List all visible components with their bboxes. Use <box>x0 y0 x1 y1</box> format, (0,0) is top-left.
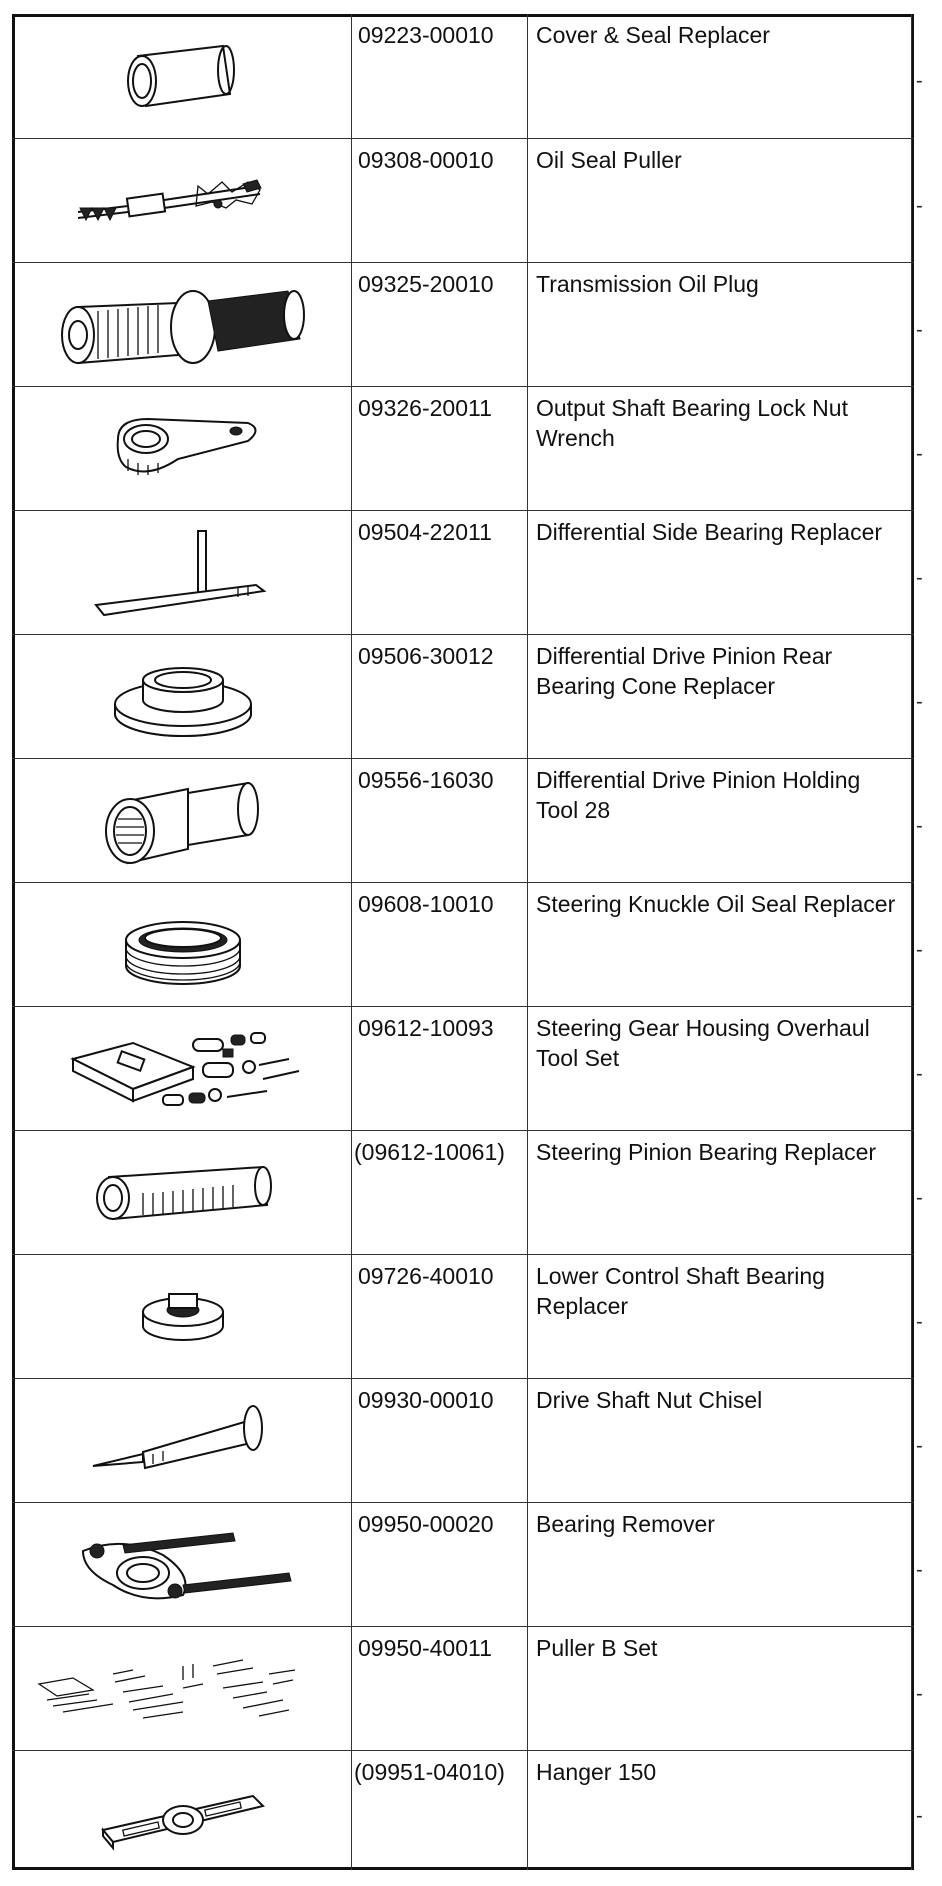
table-row <box>12 1626 923 1750</box>
sleeve-replacer-icon <box>15 14 352 138</box>
seal-replacer-ring-icon <box>15 883 352 1006</box>
part-number: (09951-04010) <box>352 1751 528 1870</box>
margin-mark: - <box>916 319 923 341</box>
part-number: 09308-00010 <box>352 139 528 262</box>
tool-name: Puller B Set <box>528 1627 912 1750</box>
margin-mark: - <box>916 567 923 589</box>
table-row <box>12 758 923 882</box>
tool-name: Steering Knuckle Oil Seal Replacer <box>528 883 912 1006</box>
puller-set-icon <box>15 1627 352 1750</box>
table-row <box>12 634 923 758</box>
part-number: 09950-00020 <box>352 1503 528 1626</box>
part-number: (09612-10061) <box>352 1131 528 1254</box>
margin-mark: - <box>916 70 923 92</box>
tool-name: Hanger 150 <box>528 1751 912 1870</box>
margin-mark: - <box>916 1559 923 1581</box>
slide-puller-icon <box>15 139 352 262</box>
table-row <box>12 1130 923 1254</box>
part-number: 09326-20011 <box>352 387 528 510</box>
margin-mark: - <box>916 1435 923 1457</box>
margin-mark: - <box>916 1683 923 1705</box>
part-number: 09608-10010 <box>352 883 528 1006</box>
table-row <box>12 1750 923 1870</box>
lock-nut-wrench-icon <box>15 387 352 510</box>
margin-mark: - <box>916 939 923 961</box>
tool-name: Differential Drive Pinion Rear Bearing Cone Replacer <box>528 635 912 758</box>
table-row <box>12 510 923 634</box>
oil-plug-icon <box>15 263 352 386</box>
tool-name: Transmission Oil Plug <box>528 263 912 386</box>
margin-mark: - <box>916 443 923 465</box>
bearing-remover-icon <box>15 1503 352 1626</box>
holding-tool-icon <box>15 759 352 882</box>
part-number: 09726-40010 <box>352 1255 528 1378</box>
tool-name: Steering Pinion Bearing Replacer <box>528 1131 912 1254</box>
table-row <box>12 1006 923 1130</box>
chisel-icon <box>15 1379 352 1502</box>
tool-name: Output Shaft Bearing Lock Nut Wrench <box>528 387 912 510</box>
margin-mark: - <box>916 195 923 217</box>
table-row <box>12 1378 923 1502</box>
tool-name: Steering Gear Housing Overhaul Tool Set <box>528 1007 912 1130</box>
tool-name: Oil Seal Puller <box>528 139 912 262</box>
table-row <box>12 1502 923 1626</box>
tool-name: Bearing Remover <box>528 1503 912 1626</box>
tool-name: Differential Side Bearing Replacer <box>528 511 912 634</box>
margin-mark: - <box>916 1187 923 1209</box>
special-tools-table <box>12 14 936 1874</box>
part-number: 09506-30012 <box>352 635 528 758</box>
hanger-icon <box>15 1751 352 1870</box>
tool-name: Drive Shaft Nut Chisel <box>528 1379 912 1502</box>
part-number: 09504-22011 <box>352 511 528 634</box>
table-row <box>12 14 923 138</box>
margin-mark: - <box>916 1311 923 1333</box>
cone-replacer-icon <box>15 635 352 758</box>
tool-name: Cover & Seal Replacer <box>528 14 912 138</box>
tool-set-case-icon <box>15 1007 352 1130</box>
part-number: 09556-16030 <box>352 759 528 882</box>
part-number: 09950-40011 <box>352 1627 528 1750</box>
margin-mark: - <box>916 1805 923 1827</box>
part-number: 09325-20010 <box>352 263 528 386</box>
table-row <box>12 386 923 510</box>
table-row <box>12 882 923 1006</box>
small-bearing-replacer-icon <box>15 1255 352 1378</box>
part-number: 09930-00010 <box>352 1379 528 1502</box>
part-number: 09223-00010 <box>352 14 528 138</box>
part-number: 09612-10093 <box>352 1007 528 1130</box>
tool-name: Lower Control Shaft Bearing Replacer <box>528 1255 912 1378</box>
margin-mark: - <box>916 815 923 837</box>
margin-mark: - <box>916 1063 923 1085</box>
table-row <box>12 262 923 386</box>
tool-name: Differential Drive Pinion Holding Tool 28 <box>528 759 912 882</box>
table-row <box>12 138 923 262</box>
table-row <box>12 1254 923 1378</box>
bearing-replacer-bar-icon <box>15 511 352 634</box>
pinion-bearing-tube-icon <box>15 1131 352 1254</box>
margin-mark: - <box>916 691 923 713</box>
